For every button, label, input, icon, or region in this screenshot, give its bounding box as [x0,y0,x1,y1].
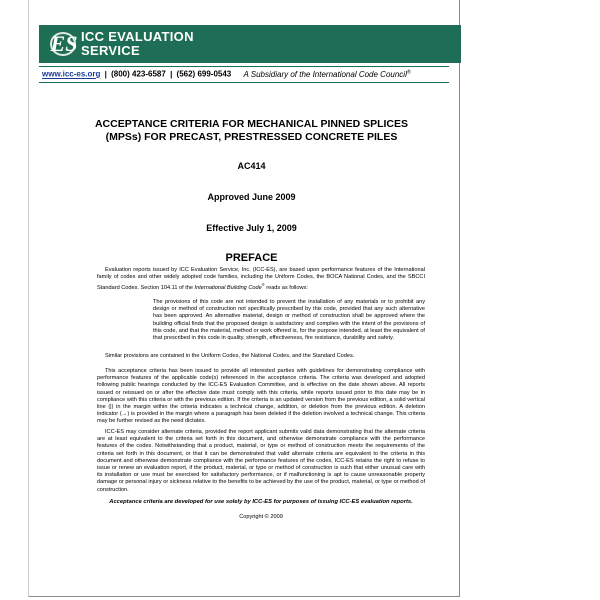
preface-paragraph-4: This acceptance criteria has been issued to provide all interested parties with guidelines for demonstrating compliance with performance features of the applicable code(s) referenced in the acceptance criteria. The criteria was developed and adopted following public hearings conducted by the ICC-ES Evaluation Committee, and is effective on the date shown above. All reports issued or reissued on or after the effective date must comply with this criteria, while reports issued prior to this date may be in compliance with this criteria or with the previous edition. If the criteria is an updated version from the previous edition, a solid vertical line (|) in the margin within the criteria indicates a technical change, addition, or deletion from the previous edition. A deletion indicator (→) is provided in the margin where a paragraph has been deleted if the deletion involved a technical change. This criteria may be further revised as the need dictates. [97,368,425,425]
website-link[interactable]: www.icc-es.org [42,69,101,79]
subsidiary-note: A Subsidiary of the International Code Council® [243,69,411,79]
copyright: Copyright © 2009 [239,514,283,520]
document-page [28,0,460,597]
logo-line-2: SERVICE [81,43,140,58]
header-rule-bottom [39,82,449,83]
logo-text [81,30,194,58]
preface-heading: PREFACE [225,252,278,264]
header-banner [39,25,461,63]
preface-paragraph-1: Evaluation reports issued by ICC Evaluation Service, Inc. (ICC-ES), are based upon performance features of the International family of codes and other widely adopted code families, including the Uniform Codes, the BOCA National Codes, and the SBCCI Standard Codes. Section 104.11 of the International Building Code® reads as follows: [97,267,425,292]
icc-es-logo: ES [50,31,78,56]
criteria-code: AC414 [237,161,266,171]
phone-1: (800) 423-6587 [111,69,166,79]
preface-paragraph-5: ICC-ES may consider alternate criteria, provided the report applicant submits valid data demonstrating that the alternate criteria are at least equivalent to the criteria set forth in this document, and otherwise demonstrate compliance with the performance features of the codes. Notwithstanding that a product, material, or type or method of construction meets the requirements of the criteria set forth in this document, or that it can be demonstrated that valid alternate criteria are equivalent to the criteria in this document and otherwise demonstrate compliance with the performance features of the codes, ICC-ES retains the right to refuse to issue or renew an evaluation report, if the product, material, or type or method of construction is such that either unusual care with its installation or use must be exercised for satisfactory performance, or if malfunctioning is apt to cause unreasonable property damage or personal injury or sickness relative to the benefits to be achieved by the use of the product, material, or type or method of construction. [97,429,425,493]
separator: | [170,69,173,79]
document-title: ACCEPTANCE CRITERIA FOR MECHANICAL PINNED SPLICES (MPSs) FOR PRECAST, PRESTRESSED CONCRETE PILES [94,118,409,143]
phone-2: (562) 699-0543 [176,69,232,79]
logo-line-1: ICC EVALUATION [81,29,194,44]
preface-paragraph-3: Similar provisions are contained in the Uniform Codes, the National Codes, and the Standard Codes. [105,353,355,359]
code-quotation: The provisions of this code are not intended to prevent the installation of any materials or to prohibit any design or method of construction not specifically prescribed by this code, provided that any such alternative has been approved. An alternative material, design or method of construction shall be approved where the building official finds that the proposed design is satisfactory and complies with the intent of the provisions of this code, and that the material, method or work offered is, for the purpose intended, at least the equivalent of that prescribed in this code in quality, strength, effectiveness, fire resistance, durability and safety. [153,299,425,342]
approved-date: Approved June 2009 [207,192,296,202]
header-rule-top [39,66,449,67]
contact-bar [42,69,452,79]
closing-statement: Acceptance criteria are developed for use solely by ICC-ES for purposes of issuing ICC-ES evaluation reports. [109,499,413,505]
separator: | [104,69,107,79]
effective-date: Effective July 1, 2009 [206,223,297,233]
